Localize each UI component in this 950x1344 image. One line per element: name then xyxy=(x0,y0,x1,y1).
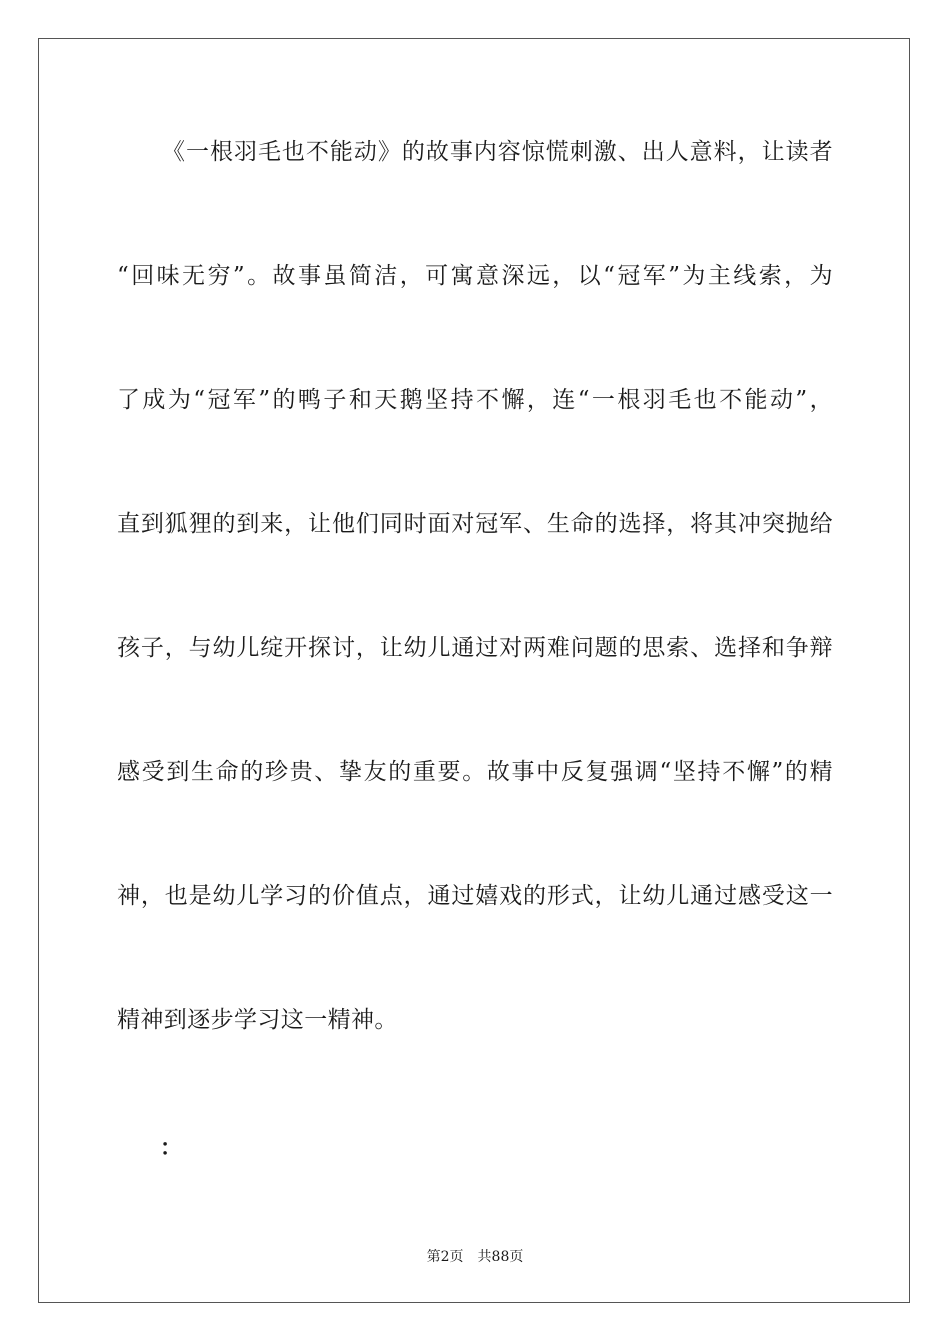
page-border xyxy=(38,38,910,1303)
page-number: 第2页 xyxy=(426,1249,464,1265)
text-line-4: 直到狐狸的到来，让他们同时面对冠军、生命的选择，将其冲突抛给 xyxy=(117,511,833,537)
trailing-colon: ： xyxy=(160,1135,183,1161)
total-pages: 共88页 xyxy=(477,1249,524,1265)
text-line-3: 了成为“冠军”的鸭子和天鹅坚持不懈，连“一根羽毛也不能动”， xyxy=(117,387,833,413)
text-line-5: 孩子，与幼儿绽开探讨，让幼儿通过对两难问题的思索、选择和争辩 xyxy=(117,635,833,661)
text-line-6: 感受到生命的珍贵、挚友的重要。故事中反复强调“坚持不懈”的精 xyxy=(117,759,833,785)
text-line-7: 神，也是幼儿学习的价值点，通过嬉戏的形式，让幼儿通过感受这一 xyxy=(117,883,833,909)
text-line-8: 精神到逐步学习这一精神。 xyxy=(117,1007,398,1033)
text-line-1: 《一根羽毛也不能动》的故事内容惊慌刺激、出人意料，让读者 xyxy=(162,139,833,165)
page-footer xyxy=(0,1247,950,1267)
text-line-2: “回味无穷”。故事虽简洁，可寓意深远，以“冠军”为主线索，为 xyxy=(117,263,833,289)
